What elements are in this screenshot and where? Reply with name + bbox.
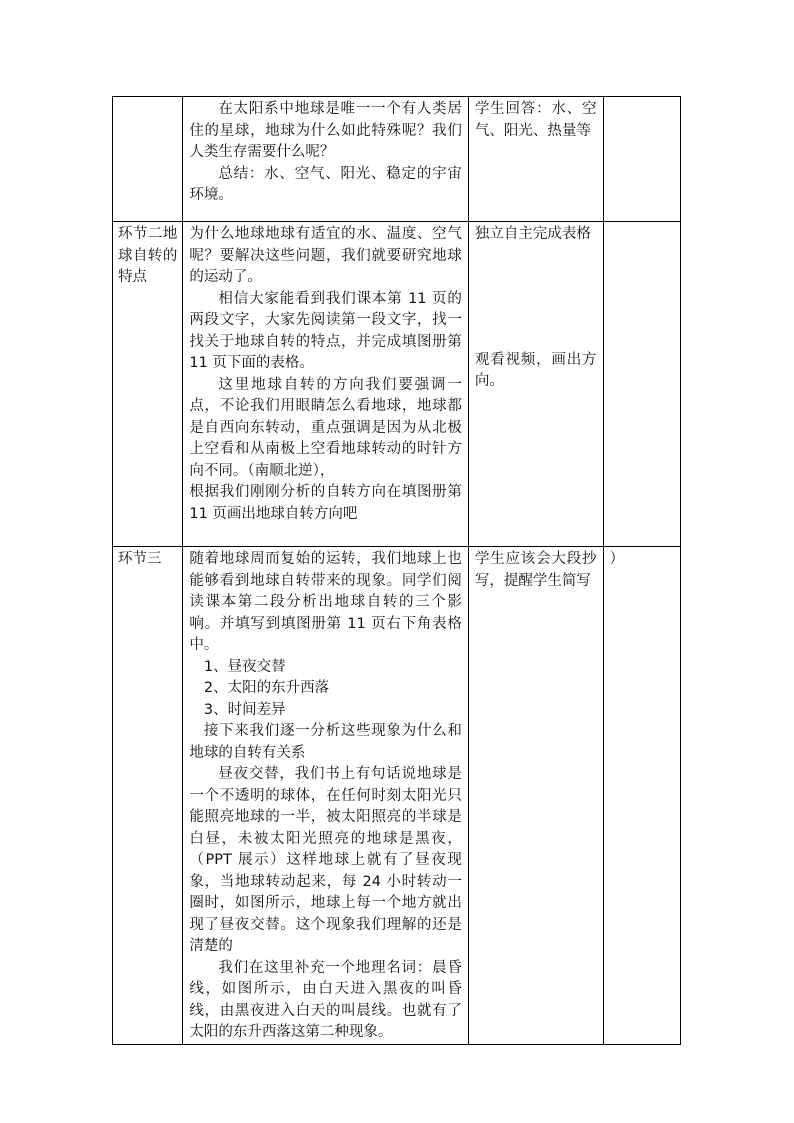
note-cell	[603, 222, 680, 547]
paragraph: 随着地球周而复始的运转，我们地球上也能够看到地球自转带来的现象。同学们阅读课本第二段分析出地球自转的三个影响。并填写到填图册第 11 页右下角表格中。	[189, 551, 462, 653]
paragraph: 观看视频，画出方向。	[474, 351, 597, 389]
teacher-activity-cell	[183, 97, 469, 222]
stage-cell	[113, 547, 183, 1045]
paragraph: 在太阳系中地球是唯一一个有人类居住的星球，地球为什么如此特殊呢？我们人类生存需要什么呢？	[189, 101, 462, 160]
paragraph: 总结：水、空气、阳光、稳定的宇宙环境。	[189, 165, 462, 203]
teacher-activity-cell	[183, 547, 469, 1045]
paragraph: 这里地球自转的方向我们要强调一点，不论我们用眼睛怎么看地球，地球都是自西向东转动，重点强调是因为从北极上空看和从南极上空看地球转动的时针方向不同。（南顺北逆），	[189, 376, 462, 479]
paragraph: 学生回答：水、空气、阳光、热量等	[474, 101, 597, 139]
list-item: 3、时间差异	[203, 701, 286, 718]
stage-label: 环节二地球自转的特点	[118, 226, 178, 285]
spacer	[475, 246, 597, 350]
paragraph: 学生应该会大段抄写，提醒学生简写	[474, 551, 597, 589]
stage-cell	[113, 97, 183, 222]
stage-label: 环节三	[118, 551, 162, 567]
table-row	[113, 222, 681, 547]
table-row	[113, 97, 681, 222]
note-cell	[603, 547, 680, 1045]
list-item: 1、昼夜交替	[203, 658, 286, 675]
student-activity-cell	[468, 97, 603, 222]
student-activity-cell	[468, 547, 603, 1045]
paragraph: 独立自主完成表格	[474, 226, 591, 242]
teacher-activity-cell	[183, 222, 469, 547]
paragraph: 为什么地球地球有适宜的水、温度、空气呢？要解决这些问题，我们就要研究地球的运动了。	[189, 226, 462, 285]
paragraph: 昼夜交替，我们书上有句话说地球是一个不透明的球体，在任何时刻太阳光只能照亮地球的一半，被太阳照亮的半球是白昼，未被太阳光照亮的地球是黑夜，（PPT 展示）这样地球上就有了昼夜现象，当地球转动起来，每 24 小时转动一圈时，如图所示，地球上每一个地方就出现了昼夜交替。这个现象我们理解的还是清楚的	[189, 766, 462, 954]
paragraph: 相信大家能看到我们课本第 11 页的两段文字，大家先阅读第一段文字，找一找关于地球自转的特点，并完成填图册第 11 页下面的表格。	[189, 290, 462, 371]
stage-cell	[113, 222, 183, 547]
lesson-plan-table	[112, 96, 681, 1045]
paragraph: 我们在这里补充一个地理名词：晨昏线，如图所示，由白天进入黑夜的叫昏线，由黑夜进入白天的叫晨线。也就有了太阳的东升西落这第二种现象。	[189, 959, 462, 1040]
paragraph: 根据我们刚刚分析的自转方向在填图册第 11 页画出地球自转方向吧	[189, 484, 462, 522]
paragraph: 接下来我们逐一分析这些现象为什么和地球的自转有关系	[189, 723, 462, 761]
table-row	[113, 547, 681, 1045]
student-activity-cell	[468, 222, 603, 547]
note-text: ）	[609, 551, 625, 567]
note-cell	[603, 97, 680, 222]
list-item: 2、太阳的东升西落	[203, 680, 330, 696]
